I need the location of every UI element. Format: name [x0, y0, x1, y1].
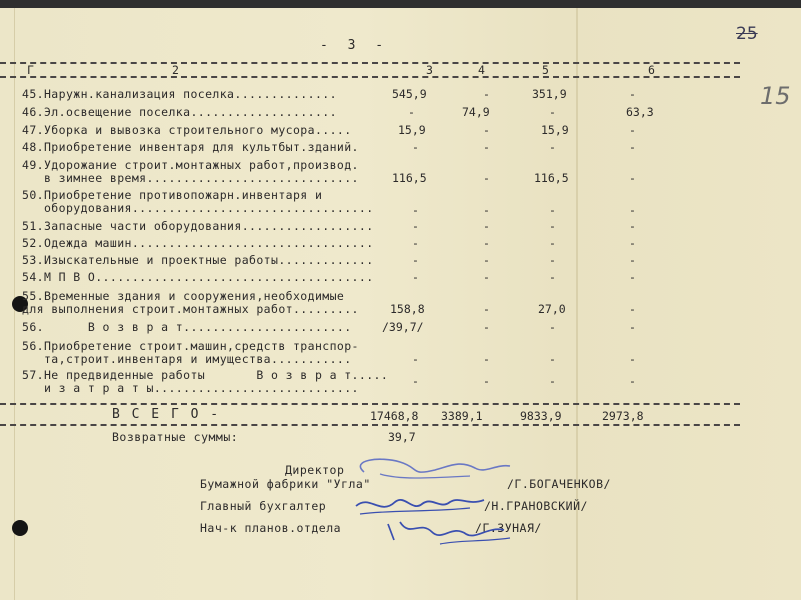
cell-col-6: - — [629, 270, 636, 284]
row-label: 55.Временные здания и сооружения,необходимые — [22, 289, 345, 303]
row-label: 56.Приобретение строит.машин,средств транспор- — [22, 339, 359, 353]
total-col-3: 17468,8 — [370, 409, 419, 423]
cell-col-5: - — [549, 105, 556, 119]
cell-col-4: - — [483, 203, 490, 217]
planning-head-name: /Г.ЗУНАЯ/ — [475, 521, 542, 535]
director-signature — [340, 450, 520, 490]
cell-col-4: - — [483, 87, 490, 101]
row-label: 57.Не предвиденные работы В о з в р а т..... — [22, 368, 389, 382]
director-title: Директор — [285, 463, 345, 477]
cell-col-5: 15,9 — [541, 123, 569, 137]
cell-col-6: 63,3 — [626, 105, 654, 119]
cell-col-3: - — [412, 203, 419, 217]
cell-col-4: - — [483, 352, 490, 366]
total-rule-bottom — [0, 424, 740, 426]
cell-col-3: - — [412, 270, 419, 284]
cell-col-3: - — [412, 253, 419, 267]
cell-col-6: - — [629, 203, 636, 217]
returns-label: Возвратные суммы: — [112, 430, 239, 444]
total-col-4: 3389,1 — [441, 409, 483, 423]
cell-col-4: - — [483, 219, 490, 233]
cell-col-6: - — [629, 219, 636, 233]
cell-col-6: - — [629, 253, 636, 267]
row-label: 50.Приобретение противопожарн.инвентаря и — [22, 188, 323, 202]
cell-col-4: - — [483, 123, 490, 137]
cell-col-6: - — [629, 320, 636, 334]
binder-hole — [12, 520, 28, 536]
header-rule-bottom — [0, 76, 740, 78]
cell-col-5: - — [549, 253, 556, 267]
row-label: 52.Одежда машин................................. — [22, 236, 374, 250]
cell-col-5: 27,0 — [538, 302, 566, 316]
cell-col-5: - — [549, 219, 556, 233]
cell-col-3: - — [412, 140, 419, 154]
row-label: 56. В о з в р а т....................... — [22, 320, 352, 334]
cell-col-5: - — [549, 236, 556, 250]
director-name: /Г.БОГАЧЕНКОВ/ — [507, 477, 611, 491]
cell-col-5: - — [549, 270, 556, 284]
row-label: 46.Эл.освещение поселка.................... — [22, 105, 337, 119]
cell-col-6: - — [629, 236, 636, 250]
header-col-2: 2 — [172, 63, 180, 77]
total-label: В С Е Г О - — [112, 407, 221, 422]
cell-col-3: /39,7/ — [382, 320, 424, 334]
row-label: 47.Уборка и вывозка строительного мусора..... — [22, 123, 352, 137]
row-label-continued: оборудования................................. — [22, 201, 374, 215]
planning-head-title: Нач-к планов.отдела — [200, 521, 342, 535]
cell-col-6: - — [629, 171, 636, 185]
cell-col-3: 15,9 — [398, 123, 426, 137]
row-label: 48.Приобретение инвентаря для культбыт.зданий. — [22, 140, 359, 154]
cell-col-5: - — [549, 203, 556, 217]
total-rule-top — [0, 403, 740, 405]
header-rule-top — [0, 62, 740, 64]
row-label: 51.Запасные части оборудования.................. — [22, 219, 374, 233]
returns-col-3: 39,7 — [388, 430, 416, 444]
cell-col-3: - — [412, 219, 419, 233]
header-col-4: 4 — [478, 63, 486, 77]
cell-col-4: - — [483, 320, 490, 334]
sheet-number: 25 — [736, 24, 758, 44]
header-col-3: 3 — [426, 63, 434, 77]
cell-col-5: - — [549, 140, 556, 154]
row-label: 54.М П В О...................................... — [22, 270, 374, 284]
row-label-continued: в зимнее время............................. — [22, 171, 359, 185]
cell-col-4: - — [483, 374, 490, 388]
cell-col-4: - — [483, 140, 490, 154]
cell-col-6: - — [629, 123, 636, 137]
accountant-title: Главный бухгалтер — [200, 499, 327, 513]
cell-col-4: - — [483, 302, 490, 316]
cell-col-5: - — [549, 352, 556, 366]
cell-col-6: - — [629, 140, 636, 154]
cell-col-6: - — [629, 302, 636, 316]
cell-col-3: 116,5 — [392, 171, 427, 185]
total-col-5: 9833,9 — [520, 409, 562, 423]
cell-col-3: - — [412, 374, 419, 388]
cell-col-3: - — [412, 236, 419, 250]
row-label-continued: та,строит.инвентаря и имущества........... — [22, 352, 352, 366]
cell-col-3: - — [412, 352, 419, 366]
row-label-continued: для выполнения строит.монтажных работ......... — [22, 302, 359, 316]
cell-col-4: - — [483, 236, 490, 250]
row-label: 45.Наружн.канализация поселка.............. — [22, 87, 337, 101]
director-title-org: Бумажной фабрики "Угла" — [200, 477, 371, 491]
row-label: 53.Изыскательные и проектные работы............. — [22, 253, 374, 267]
cell-col-4: - — [483, 270, 490, 284]
cell-col-3: - — [408, 105, 415, 119]
cell-col-3: 545,9 — [392, 87, 427, 101]
planning-head-signature — [380, 510, 520, 550]
cell-col-5: 116,5 — [534, 171, 569, 185]
cell-col-4: - — [483, 253, 490, 267]
total-col-6: 2973,8 — [602, 409, 644, 423]
header-col-5: 5 — [542, 63, 550, 77]
row-label: 49.Удорожание строит.монтажных работ,производ. — [22, 158, 359, 172]
row-label-continued: и з а т р а т ы............................ — [22, 381, 359, 395]
cell-col-3: 158,8 — [390, 302, 425, 316]
cell-col-6: - — [629, 374, 636, 388]
page-number: - 3 - — [320, 38, 390, 53]
header-col-1: Г — [27, 63, 35, 77]
cell-col-6: - — [629, 352, 636, 366]
accountant-name: /Н.ГРАНОВСКИЙ/ — [484, 499, 588, 513]
cell-col-4: 74,9 — [462, 105, 490, 119]
pencil-mark: 15 — [760, 82, 791, 110]
cell-col-5: - — [549, 374, 556, 388]
cell-col-4: - — [483, 171, 490, 185]
header-col-6: 6 — [648, 63, 656, 77]
cell-col-5: 351,9 — [532, 87, 567, 101]
cell-col-5: - — [549, 320, 556, 334]
cell-col-6: - — [629, 87, 636, 101]
